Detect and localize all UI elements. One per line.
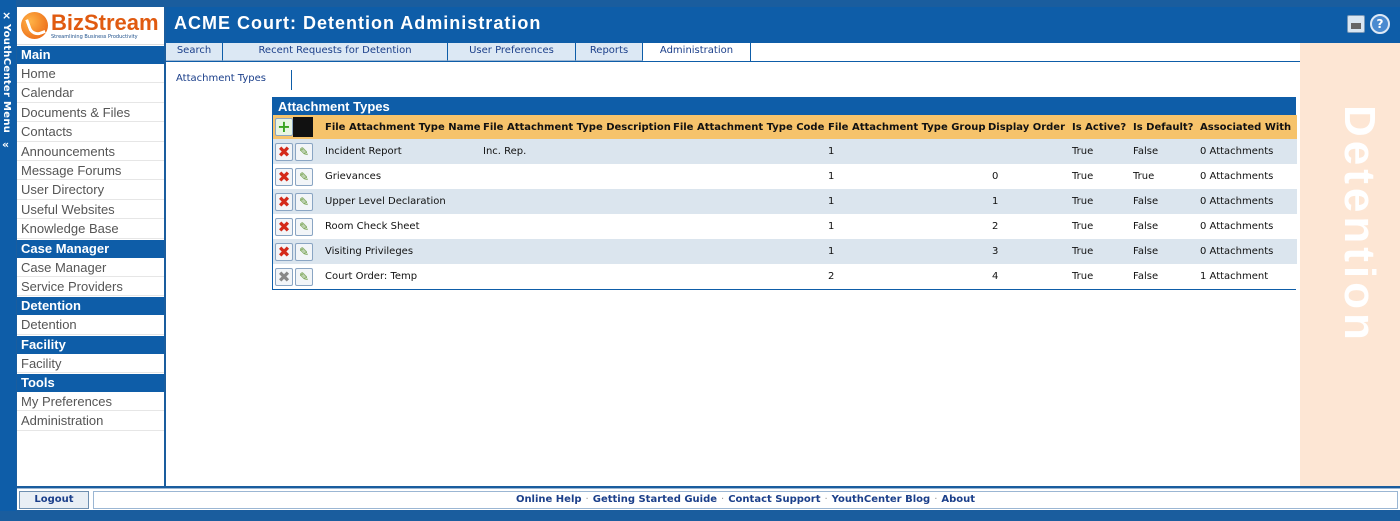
sidebar-section-main: Main [17,46,164,64]
sidebar-item-detention[interactable]: Detention [17,315,164,334]
cell-default: False [1129,189,1196,214]
cell-name: Incident Report [321,139,479,164]
tab-search[interactable]: Search [166,43,223,61]
cell-order: 1 [984,189,1068,214]
app-header [166,7,1400,43]
sidebar-item-message-forums[interactable]: Message Forums [17,161,164,180]
sidebar-menu [17,46,164,431]
sidebar-item-facility[interactable]: Facility [17,354,164,373]
attachment-types-grid [272,97,1296,290]
cell-default: True [1129,164,1196,189]
table-header-row [273,115,1297,139]
row-actions [273,214,321,239]
cell-description [479,214,669,239]
collapse-menu-icon[interactable]: « [2,138,10,151]
edit-icon[interactable]: ✎ [295,218,313,236]
sidebar [17,7,164,486]
cell-default: False [1129,239,1196,264]
logo-tagline: Streamlining Business Productivity [51,33,138,40]
cell-code [669,214,824,239]
footer [17,488,1400,510]
cell-name: Visiting Privileges [321,239,479,264]
footer-link-blog[interactable]: YouthCenter Blog [831,494,931,505]
tab-bar [166,43,1300,62]
cell-associated: 0 Attachments [1196,164,1297,189]
sidebar-item-case-manager[interactable]: Case Manager [17,258,164,277]
table-row[interactable] [273,139,1297,164]
sidebar-item-announcements[interactable]: Announcements [17,142,164,161]
cell-group: 1 [824,239,984,264]
column-header-name[interactable]: File Attachment Type Name [321,115,479,139]
subtab-attachment-types[interactable]: Attachment Types [176,70,292,90]
delete-icon[interactable]: ✖ [275,243,293,261]
header-actions [273,115,321,139]
cell-active: True [1068,214,1129,239]
sidebar-item-user-directory[interactable]: User Directory [17,180,164,199]
sidebar-item-useful-websites[interactable]: Useful Websites [17,200,164,219]
sidebar-item-my-preferences[interactable]: My Preferences [17,392,164,411]
cell-order: 0 [984,164,1068,189]
page-title: ACME Court: Detention Administration [174,13,542,33]
cell-description [479,239,669,264]
add-icon[interactable]: + [275,118,293,136]
footer-separator: · [934,494,938,505]
cell-description [479,164,669,189]
sidebar-section-case-manager: Case Manager [17,240,164,258]
edit-icon[interactable]: ✎ [295,243,313,261]
footer-link-online-help[interactable]: Online Help [515,494,582,505]
cell-order [984,139,1068,164]
edit-icon[interactable]: ✎ [295,168,313,186]
row-actions [273,139,321,164]
sidebar-section-facility: Facility [17,336,164,354]
cell-active: True [1068,239,1129,264]
sidebar-item-knowledge-base[interactable]: Knowledge Base [17,219,164,238]
sidebar-item-home[interactable]: Home [17,64,164,83]
cell-name: Court Order: Temp [321,264,479,289]
edit-icon[interactable]: ✎ [295,193,313,211]
footer-link-getting-started[interactable]: Getting Started Guide [592,494,718,505]
cell-code [669,164,824,189]
edit-icon[interactable]: ✎ [295,268,313,286]
printer-icon[interactable] [1347,15,1365,33]
row-actions [273,239,321,264]
delete-icon: ✖ [275,268,293,286]
table-body [273,139,1297,289]
sidebar-section-tools: Tools [17,374,164,392]
table-row[interactable] [273,264,1297,289]
cell-description: Inc. Rep. [479,139,669,164]
cell-associated: 0 Attachments [1196,214,1297,239]
delete-icon[interactable]: ✖ [275,143,293,161]
cell-code [669,264,824,289]
column-header-is-active[interactable]: Is Active? [1068,115,1129,139]
cell-name: Grievances [321,164,479,189]
sidebar-item-calendar[interactable]: Calendar [17,83,164,102]
footer-link-about[interactable]: About [941,494,976,505]
sidebar-section-detention: Detention [17,297,164,315]
watermark-text: Detention [1335,105,1384,344]
cell-order: 2 [984,214,1068,239]
column-header-associated-with[interactable]: Associated With [1196,115,1297,139]
header-spacer [293,117,313,137]
bottom-bar [0,511,1400,521]
cell-group: 2 [824,264,984,289]
footer-separator: · [721,494,725,505]
tab-administration[interactable]: Administration [643,43,751,61]
cell-group: 1 [824,164,984,189]
table-row[interactable] [273,189,1297,214]
sidebar-item-service-providers[interactable]: Service Providers [17,277,164,296]
delete-icon[interactable]: ✖ [275,193,293,211]
cell-code [669,189,824,214]
cell-default: False [1129,214,1196,239]
attachment-types-table [273,115,1297,289]
edit-icon[interactable]: ✎ [295,143,313,161]
footer-links [93,491,1398,509]
sidebar-item-administration[interactable]: Administration [17,411,164,430]
sidebar-item-contacts[interactable]: Contacts [17,122,164,141]
cell-name: Room Check Sheet [321,214,479,239]
column-header-description[interactable]: File Attachment Type Description [479,115,669,139]
footer-link-contact-support[interactable]: Contact Support [728,494,821,505]
table-row[interactable] [273,239,1297,264]
cell-description [479,189,669,214]
cell-description [479,264,669,289]
help-icon[interactable]: ? [1370,14,1390,34]
grid-title: Attachment Types [273,98,1295,115]
sidebar-item-documents-files[interactable]: Documents & Files [17,103,164,122]
bizstream-logo-icon [21,12,48,39]
cell-associated: 1 Attachment [1196,264,1297,289]
row-actions [273,164,321,189]
cell-active: True [1068,164,1129,189]
row-actions [273,264,321,289]
cell-associated: 0 Attachments [1196,239,1297,264]
table-row[interactable] [273,214,1297,239]
cell-order: 4 [984,264,1068,289]
cell-default: False [1129,139,1196,164]
cell-associated: 0 Attachments [1196,189,1297,214]
column-header-group[interactable]: File Attachment Type Group [824,115,984,139]
cell-associated: 0 Attachments [1196,139,1297,164]
delete-icon[interactable]: ✖ [275,168,293,186]
tab-reports[interactable]: Reports [576,43,643,61]
cell-group: 1 [824,189,984,214]
column-header-display-order[interactable]: Display Order [984,115,1068,139]
footer-separator: · [585,494,589,505]
cell-default: False [1129,264,1196,289]
logo-name: BizStream [51,9,159,35]
cell-active: True [1068,139,1129,164]
cell-active: True [1068,189,1129,214]
bizstream-logo [17,7,164,45]
column-header-is-default[interactable]: Is Default? [1129,115,1196,139]
table-row[interactable] [273,164,1297,189]
detention-watermark [1300,43,1400,486]
row-actions [273,189,321,214]
cell-code [669,139,824,164]
logout-button[interactable]: Logout [19,491,89,509]
cell-group: 1 [824,214,984,239]
cell-active: True [1068,264,1129,289]
main-content [166,62,1300,486]
cell-order: 3 [984,239,1068,264]
youthcenter-menu-strip[interactable] [0,0,16,521]
cell-name: Upper Level Declaration [321,189,479,214]
cell-code [669,239,824,264]
youthcenter-menu-label[interactable]: YouthCenter Menu [1,24,12,134]
delete-icon[interactable]: ✖ [275,218,293,236]
close-menu-icon[interactable]: × [2,9,12,22]
cell-group: 1 [824,139,984,164]
tab-user-preferences[interactable]: User Preferences [448,43,576,61]
column-header-code[interactable]: File Attachment Type Code [669,115,824,139]
footer-separator: · [824,494,828,505]
tab-recent-requests[interactable]: Recent Requests for Detention [223,43,448,61]
